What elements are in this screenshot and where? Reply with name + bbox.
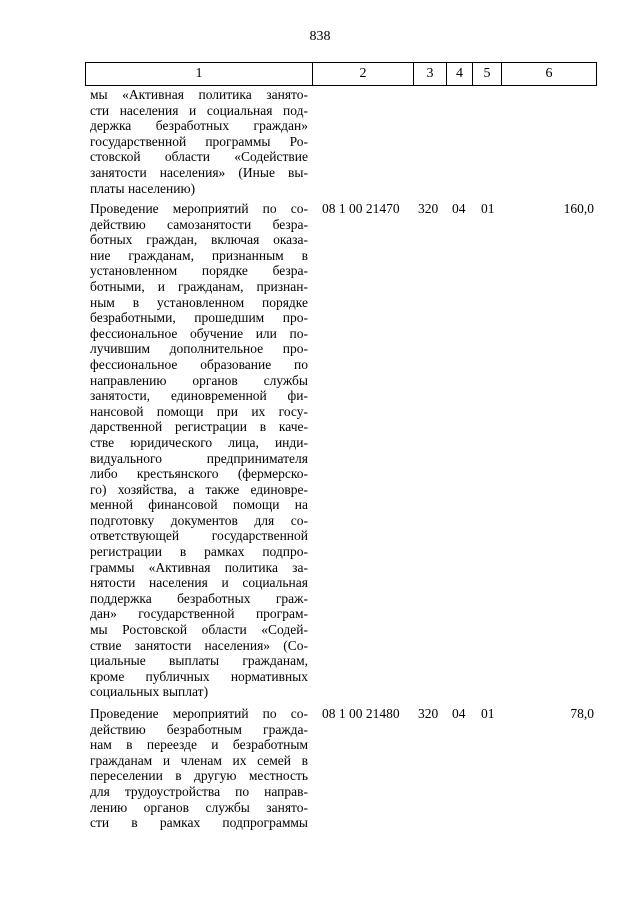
text-line: занятости, единовременной фи-	[90, 388, 308, 404]
text-line: фессиональное обучение или по-	[90, 325, 308, 341]
text-line: мы «Активная политика занято-	[90, 87, 308, 102]
target-article-code: 08 1 00 21480	[322, 706, 400, 721]
text-line: лению органов службы занято-	[90, 799, 308, 815]
text-line: лучившим дополнительное про-	[90, 341, 308, 357]
header-cell: 1	[195, 66, 203, 81]
section-code: 04	[452, 706, 466, 721]
text-line: социальных выплат)	[90, 684, 209, 700]
text-line: мы Ростовской области «Содей-	[90, 622, 308, 638]
text-line: ответствующей государственной	[90, 528, 308, 544]
subsection-code: 01	[481, 706, 495, 721]
text-line: ным в установленном порядке	[90, 294, 308, 310]
text-line: установленном порядке безра-	[90, 263, 308, 279]
text-line: стовской области «Содействие	[90, 149, 308, 165]
text-line: ствие занятости населения» (Со-	[90, 637, 308, 653]
text-line: поддержка безработных граж-	[90, 590, 308, 606]
row-description	[90, 87, 308, 196]
text-line: ботными, и гражданам, признан-	[90, 278, 308, 294]
amount-value: 160,0	[563, 201, 594, 216]
text-line: нятости населения и социальная	[90, 575, 308, 591]
text-line: сти в рамках подпрограммы	[90, 815, 308, 831]
target-article-code: 08 1 00 21470	[322, 201, 400, 216]
section-code: 04	[452, 201, 466, 216]
text-line: гражданам и членам их семей в	[90, 752, 308, 768]
page-number: 838	[309, 29, 331, 44]
text-line: нансовой помощи при их госу-	[90, 403, 308, 419]
header-cell: 2	[312, 63, 413, 85]
text-line: направлению органов службы	[90, 372, 308, 388]
row-description	[90, 706, 308, 831]
text-line: сти населения и социальная под-	[90, 102, 308, 118]
text-line: кроме публичных нормативных	[90, 668, 308, 684]
text-line: видуального предпринимателя	[90, 450, 308, 466]
text-line: дарственной регистрации в каче-	[90, 419, 308, 435]
row-description	[90, 201, 308, 700]
header-cell: 5	[472, 63, 501, 85]
text-line: дан» государственной програм-	[90, 606, 308, 622]
text-line: циальные выплаты гражданам,	[90, 653, 308, 669]
header-cell: 6	[501, 63, 596, 85]
amount-value: 78,0	[570, 706, 594, 721]
header-cell: 4	[446, 63, 472, 85]
text-line: стве юридического лица, инди-	[90, 434, 308, 450]
text-line: Проведение мероприятий по со-	[90, 201, 308, 216]
text-line: менной финансовой помощи на	[90, 497, 308, 513]
text-line: занятости населения» (Иные вы-	[90, 164, 308, 180]
text-line: регистрации в рамках подпро-	[90, 544, 308, 560]
text-line: ботных граждан, включая оказа-	[90, 232, 308, 248]
text-line: Проведение мероприятий по со-	[90, 706, 308, 721]
text-line: государственной программы Ро-	[90, 133, 308, 149]
text-line: граммы «Активная политика за-	[90, 559, 308, 575]
text-line: держка безработных граждан»	[90, 118, 308, 134]
text-line: подготовку документов для со-	[90, 512, 308, 528]
text-line: либо крестьянского (фермерско-	[90, 466, 308, 482]
text-line: го) хозяйства, а также единовре-	[90, 481, 308, 497]
text-line: безработными, прошедшим про-	[90, 310, 308, 326]
text-line: нам в переезде и безработным	[90, 737, 308, 753]
header-cell: 3	[413, 63, 446, 85]
text-line: фессиональное образование по	[90, 356, 308, 372]
subsection-code: 01	[481, 201, 495, 216]
text-line: платы населению)	[90, 180, 196, 196]
text-line: переселении в другую местность	[90, 768, 308, 784]
text-line: действию самозанятости безра-	[90, 216, 308, 232]
text-line: для трудоустройства по направ-	[90, 783, 308, 799]
text-line: действию безработным гражда-	[90, 721, 308, 737]
expense-type-code: 320	[418, 201, 439, 216]
table-header	[85, 62, 597, 86]
text-line: ние гражданам, признанным в	[90, 247, 308, 263]
expense-type-code: 320	[418, 706, 439, 721]
